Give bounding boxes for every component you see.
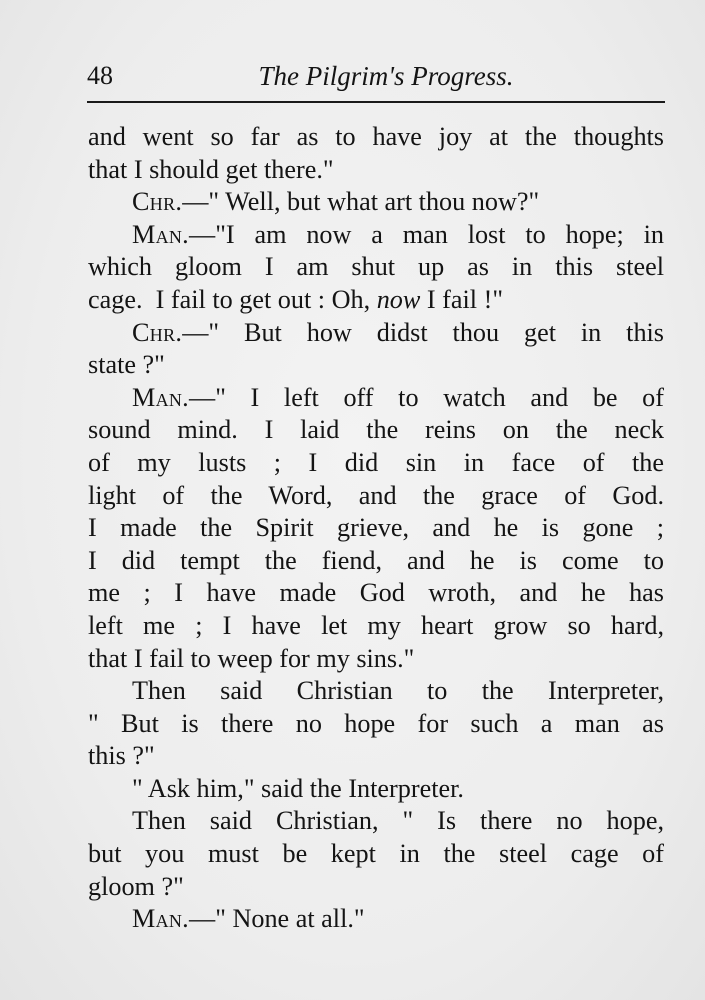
text-line: Then said Christian to the Interpreter, [132,676,664,706]
dialogue-line [88,317,664,350]
dialogue-text: —" But how didst thou get in this [182,317,664,347]
dialogue-text: —" None at all." [189,904,365,934]
text-line: this ?" [88,741,155,771]
text-line: gloom ?" [88,871,184,901]
speaker-label: Man. [132,382,190,412]
page-header [87,58,665,98]
text-line: of my lusts ; I did sin in face of the [88,447,664,477]
text-line: light of the Word, and the grace of God. [88,480,664,510]
text-line: and went so far as to have joy at the thoughts [88,122,664,151]
text-line: Then said Christian, " Is there no hope, [132,806,664,836]
text-segment: cage. I fail to get out : Oh, [88,284,377,314]
text-line: sound mind. I laid the reins on the neck [88,415,664,445]
text-line: I made the Spirit grieve, and he is gone ; [88,513,664,543]
body-text [88,121,664,936]
speaker-label: Chr. [132,317,183,347]
text-line: that I fail to weep for my sins." [88,643,415,673]
text-line: me ; I have made God wroth, and he has [88,578,664,608]
emphasis-text: now [376,284,421,314]
text-line: " Ask him," said the Interpreter. [132,773,464,803]
text-line: left me ; I have let my heart grow so hard, [88,610,664,640]
page-number: 48 [87,61,113,90]
text-line: " But is there no hope for such a man as [88,708,664,738]
text-line: that I should get there." [88,154,334,184]
speaker-label: Man. [132,904,190,934]
text-segment: I fail !" [420,284,504,314]
running-title: The Pilgrim's Progress. [258,61,514,91]
dialogue-line [88,382,664,415]
text-line: which gloom I am shut up as in this steel [88,252,664,282]
dialogue-text: —" Well, but what art thou now?" [182,187,540,217]
dialogue-line [88,219,664,252]
text-line [88,284,664,317]
speaker-label: Man. [132,219,190,249]
text-line: I did tempt the fiend, and he is come to [88,545,664,575]
speaker-label: Chr. [132,187,183,217]
text-line: state ?" [88,350,165,380]
dialogue-text: —" I left off to watch and be of [189,382,664,412]
header-rule [87,101,665,103]
dialogue-line [88,186,664,219]
dialogue-line [88,903,664,936]
dialogue-text: —"I am now a man lost to hope; in [189,219,664,249]
text-line: but you must be kept in the steel cage of [88,839,664,869]
